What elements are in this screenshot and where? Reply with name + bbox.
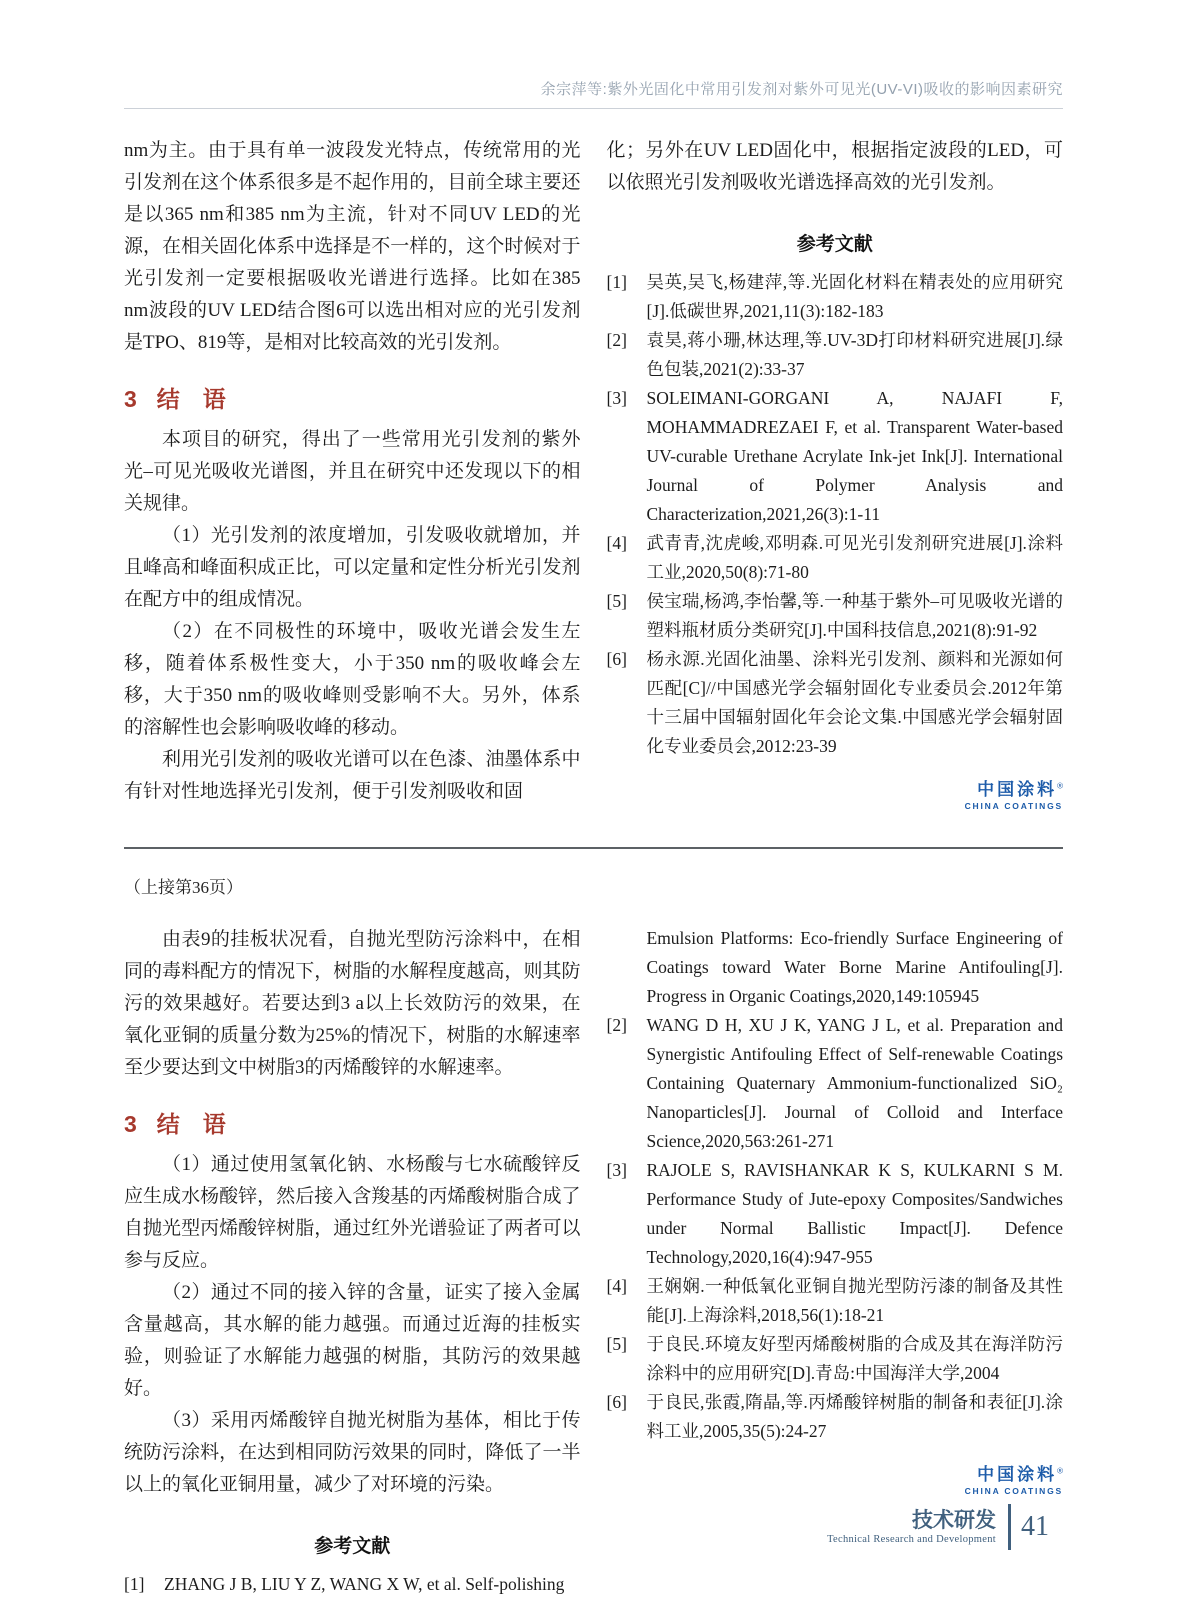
reference-number: [2] — [606, 330, 627, 350]
reference-text: RAJOLE S, RAVISHANKAR K S, KULKARNI S M. Performance Study of Jute-epoxy Composites/Sandwiches under Normal Ballistic Impact[J]. Defence Technology,2020,16(4):947-955 — [646, 1160, 1063, 1267]
reference-text: 武青青,沈虎峻,邓明森.可见光引发剂研究进展[J].涂料工业,2020,50(8):71-80 — [646, 533, 1063, 582]
article2-left-column — [124, 924, 581, 1599]
registered-mark-icon: ® — [1057, 1466, 1063, 1476]
reference-number: [1] — [124, 1574, 145, 1594]
reference-number: [4] — [606, 533, 627, 553]
reference-text: 侯宝瑞,杨鸿,李怡馨,等.一种基于紫外–可见吸收光谱的塑料瓶材质分类研究[J].中国科技信息,2021(8):91-92 — [646, 591, 1063, 640]
references-heading: 参考文献 — [314, 1536, 391, 1557]
reference-item — [607, 1388, 1064, 1446]
reference-number: [1] — [606, 272, 627, 292]
reference-item — [607, 268, 1064, 326]
paragraph: （2）在不同极性的环境中，吸收光谱会发生左移，随着体系极性变大，小于350 nm的吸收峰会左移，大于350 nm的吸收峰则受影响不大。另外，体系的溶解性也会影响吸收峰的移动。 — [124, 621, 581, 738]
reference-item — [607, 1011, 1064, 1156]
paragraph: （3）采用丙烯酸锌自抛光树脂为基体，相比于传统防污涂料，在达到相同防污效果的同时，降低了一半以上的氧化亚铜用量，减少了对环境的污染。 — [124, 1410, 581, 1495]
reference-text: 于良民,张霞,隋晶,等.丙烯酸锌树脂的制备和表征[J].涂料工业,2005,35(5):24-27 — [646, 1392, 1063, 1441]
logo-text-cn: 中国涂料 — [977, 1465, 1058, 1484]
section-title: 结 语 — [156, 1111, 226, 1137]
section-number: 3 — [124, 386, 137, 412]
continued-from-note: （上接第36页） — [124, 878, 243, 897]
article-2 — [124, 924, 1063, 1599]
article-divider-rule — [124, 847, 1063, 849]
reference-item — [607, 1330, 1064, 1388]
reference-item — [124, 1570, 581, 1599]
reference-text: 吴英,吴飞,杨建萍,等.光固化材料在精表处的应用研究[J].低碳世界,2021,11(3):182-183 — [646, 272, 1063, 321]
reference-item — [607, 1156, 1064, 1272]
reference-list — [607, 1011, 1064, 1446]
reference-number: [4] — [606, 1276, 627, 1296]
china-coatings-logo — [607, 775, 1064, 811]
section-heading — [124, 1106, 581, 1139]
paragraph: nm为主。由于具有单一波段发光特点，传统常用的光引发剂在这个体系很多是不起作用的，目前全球主要还是以365 nm和385 nm为主流，针对不同UV LED的光源，在相关固化体系中选择是不一样的，这个时候对于光引发剂一定要根据吸收光谱进行选择。比如在385 nm波段的UV LED结合图6可以选出相对应的光引发剂是TPO、819等，是相对比较高效的光引发剂。 — [124, 140, 581, 353]
reference-list — [607, 268, 1064, 761]
article-1 — [124, 135, 1063, 811]
page-number: 41 — [1021, 1511, 1049, 1542]
article2-columns — [124, 924, 1063, 1599]
reference-text: SOLEIMANI-GORGANI A, NAJAFI F, MOHAMMADREZAEI F, et al. Transparent Water-based UV-curable Urethane Acrylate Ink-jet Ink[J]. International Journal of Polymer Analysis and Characterization,2021,26(3):1-11 — [646, 388, 1063, 524]
reference-number: [6] — [606, 649, 627, 669]
paragraph: 利用光引发剂的吸收光谱可以在色漆、油墨体系中有针对性地选择光引发剂，便于引发剂吸收和固 — [124, 749, 581, 802]
paragraph: 本项目的研究，得出了一些常用光引发剂的紫外光–可见光吸收光谱图，并且在研究中还发现以下的相关规律。 — [124, 429, 581, 514]
logo-text-en: CHINA COATINGS — [964, 801, 1063, 811]
page-footer — [827, 1504, 1049, 1550]
paragraph: （2）通过不同的接入锌的含量，证实了接入金属含量越高，其水解的能力越强。而通过近海的挂板实验，则验证了水解能力越强的树脂，其防污的效果越好。 — [124, 1282, 581, 1399]
logo-text-cn: 中国涂料 — [977, 780, 1058, 799]
china-coatings-logo — [607, 1460, 1064, 1496]
paragraph: （1）通过使用氢氧化钠、水杨酸与七水硫酸锌反应生成水杨酸锌，然后接入含羧基的丙烯酸树脂合成了自抛光型丙烯酸锌树脂，通过红外光谱验证了两者可以参与反应。 — [124, 1154, 581, 1271]
reference-number: [5] — [606, 591, 627, 611]
reference-number: [2] — [606, 1015, 627, 1035]
header-rule — [124, 108, 1063, 109]
article1-left-column — [124, 135, 581, 811]
reference-number: [3] — [606, 1160, 627, 1180]
article1-columns — [124, 135, 1063, 811]
reference-item — [607, 529, 1064, 587]
reference-item — [607, 587, 1064, 645]
reference-text: 杨永源.光固化油墨、涂料光引发剂、颜料和光源如何匹配[C]//中国感光学会辐射固化专业委员会.2012年第十三届中国辐射固化年会论文集.中国感光学会辐射固化专业委员会,2012:23-39 — [646, 649, 1063, 756]
reference-number: [5] — [606, 1334, 627, 1354]
reference-number: [3] — [606, 388, 627, 408]
section-number: 3 — [124, 1111, 137, 1137]
paragraph: 化；另外在UV LED固化中，根据指定波段的LED，可以依照光引发剂吸收光谱选择高效的光引发剂。 — [606, 140, 1063, 193]
reference-item — [607, 384, 1064, 529]
footer-section-label — [827, 1509, 996, 1544]
footer-divider-bar — [1008, 1504, 1011, 1550]
reference-continuation: Emulsion Platforms: Eco-friendly Surface Engineering of Coatings toward Water Borne Marine Antifouling[J]. Progress in Organic Coatings,2020,149:105945 — [646, 928, 1063, 1006]
article2-right-column — [607, 924, 1064, 1599]
paragraph: （1）光引发剂的浓度增加，引发吸收就增加，并且峰高和峰面积成正比，可以定量和定性分析光引发剂在配方中的组成情况。 — [124, 525, 581, 610]
running-header — [124, 0, 1063, 99]
running-title: 余宗萍等:紫外光固化中常用引发剂对紫外可见光(UV-VI)吸收的影响因素研究 — [540, 81, 1063, 98]
reference-item — [607, 645, 1064, 761]
reference-number: [6] — [606, 1392, 627, 1412]
reference-item — [607, 326, 1064, 384]
reference-item — [607, 1272, 1064, 1330]
paragraph: 由表9的挂板状况看，自抛光型防污涂料中，在相同的毒料配方的情况下，树脂的水解程度越高，则其防污的效果越好。若要达到3 a以上长效防污的效果，在氧化亚铜的质量分数为25%的情况下，树脂的水解速率至少要达到文中树脂3的丙烯酸锌的水解速率。 — [124, 929, 581, 1078]
reference-text: 于良民.环境友好型丙烯酸树脂的合成及其在海洋防污涂料中的应用研究[D].青岛:中国海洋大学,2004 — [646, 1334, 1063, 1383]
logo-text-en: CHINA COATINGS — [964, 1486, 1063, 1496]
reference-text: WANG D H, XU J K, YANG J L, et al. Preparation and Synergistic Antifouling Effect of Self-renewable Coatings Containing Quaternary Ammonium-functionalized SiO₂ Nanoparticles[J]. Journal of Colloid and Interface Science,2020,563:261-271 — [646, 1015, 1063, 1151]
footer-label-cn: 技术研发 — [912, 1509, 996, 1533]
article1-right-column — [607, 135, 1064, 811]
section-title: 结 语 — [156, 386, 226, 412]
footer-label-en: Technical Research and Development — [827, 1533, 996, 1545]
reference-text: 袁昊,蒋小珊,林达理,等.UV-3D打印材料研究进展[J].绿色包装,2021(2):33-37 — [646, 330, 1063, 379]
section-heading — [124, 381, 581, 414]
reference-text: ZHANG J B, LIU Y Z, WANG X W, et al. Self-polishing — [164, 1574, 565, 1594]
registered-mark-icon: ® — [1057, 781, 1063, 791]
reference-text: 王娴娴.一种低氧化亚铜自抛光型防污漆的制备及其性能[J].上海涂料,2018,56(1):18-21 — [646, 1276, 1063, 1325]
references-heading: 参考文献 — [796, 234, 873, 255]
